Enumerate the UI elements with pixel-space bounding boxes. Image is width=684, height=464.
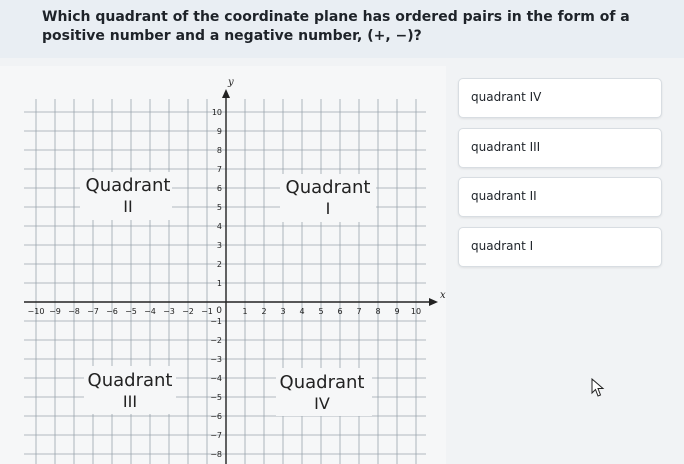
y-tick-label: −6 xyxy=(210,412,222,421)
y-tick-label: 4 xyxy=(216,222,222,231)
choice-quadrant-iii[interactable] xyxy=(458,128,662,168)
x-tick-label: 6 xyxy=(337,307,343,316)
y-tick-label: 7 xyxy=(216,165,222,174)
x-tick-label: 10 xyxy=(410,307,422,316)
quadrant-iv-title: Quadrant xyxy=(279,372,365,393)
x-tick-label: −6 xyxy=(106,307,118,316)
quadrant-iv-numeral: IV xyxy=(314,394,330,413)
quadrant-i-numeral: I xyxy=(325,199,331,218)
origin-label: 0 xyxy=(216,306,222,316)
y-tick-label: 3 xyxy=(216,241,222,250)
choice-label: quadrant II xyxy=(471,189,537,203)
y-tick-label: 8 xyxy=(216,146,222,155)
x-tick-label: −2 xyxy=(182,307,194,316)
x-tick-label: 3 xyxy=(280,307,286,316)
y-axis-arrow-icon xyxy=(222,89,230,98)
quadrant-ii-numeral: II xyxy=(123,197,133,216)
x-tick-label: −10 xyxy=(27,307,45,316)
x-tick-label: 7 xyxy=(356,307,362,316)
x-tick-label: −9 xyxy=(49,307,61,316)
y-tick-label: −8 xyxy=(210,450,222,459)
coordinate-plane-card xyxy=(0,66,446,464)
y-tick-label: 9 xyxy=(216,127,222,136)
choice-label: quadrant I xyxy=(471,239,534,253)
y-tick-labels xyxy=(210,108,222,464)
quadrant-iii-numeral: III xyxy=(122,392,138,411)
coordinate-plane xyxy=(0,66,446,464)
choice-quadrant-ii[interactable] xyxy=(458,177,662,217)
x-tick-label: −1 xyxy=(201,307,213,316)
y-tick-label: 1 xyxy=(216,279,222,288)
choice-quadrant-iv[interactable] xyxy=(458,78,662,118)
y-tick-label: 2 xyxy=(216,260,222,269)
x-tick-label: 1 xyxy=(242,307,248,316)
quadrant-ii-title: Quadrant xyxy=(85,175,171,196)
choice-label: quadrant III xyxy=(471,140,541,154)
mouse-pointer-icon xyxy=(591,378,605,398)
y-tick-label: −3 xyxy=(210,355,222,364)
x-tick-label: 8 xyxy=(375,307,381,316)
y-tick-label: −7 xyxy=(210,431,222,440)
choice-quadrant-i[interactable] xyxy=(458,227,662,267)
x-tick-label: 5 xyxy=(318,307,324,316)
y-tick-label: 10 xyxy=(211,108,222,117)
question-text: Which quadrant of the coordinate plane has ordered pairs in the form of a positive number and a negative number, (+, −)? xyxy=(42,9,630,44)
quadrant-iii-title: Quadrant xyxy=(87,370,173,391)
choice-label: quadrant IV xyxy=(471,90,542,104)
x-tick-label: −4 xyxy=(144,307,156,316)
x-tick-label: 4 xyxy=(299,307,305,316)
x-tick-label: −5 xyxy=(125,307,137,316)
y-tick-label: −2 xyxy=(210,336,222,345)
x-axis-arrow-icon xyxy=(429,298,438,306)
x-tick-label: 9 xyxy=(394,307,400,316)
quadrant-i-title: Quadrant xyxy=(285,177,371,198)
y-axis-label: y xyxy=(228,77,234,88)
y-tick-label: 5 xyxy=(216,203,222,212)
y-tick-label: −4 xyxy=(210,374,222,383)
x-tick-labels xyxy=(28,307,422,316)
x-tick-label: 2 xyxy=(261,307,267,316)
y-tick-label: −5 xyxy=(210,393,222,402)
question-header xyxy=(0,0,684,58)
x-tick-label: −8 xyxy=(68,307,80,316)
x-tick-label: −7 xyxy=(87,307,99,316)
x-axis-label: x xyxy=(440,290,446,301)
x-tick-label: −3 xyxy=(163,307,175,316)
y-tick-label: −1 xyxy=(210,317,222,326)
y-tick-label: 6 xyxy=(216,184,222,193)
